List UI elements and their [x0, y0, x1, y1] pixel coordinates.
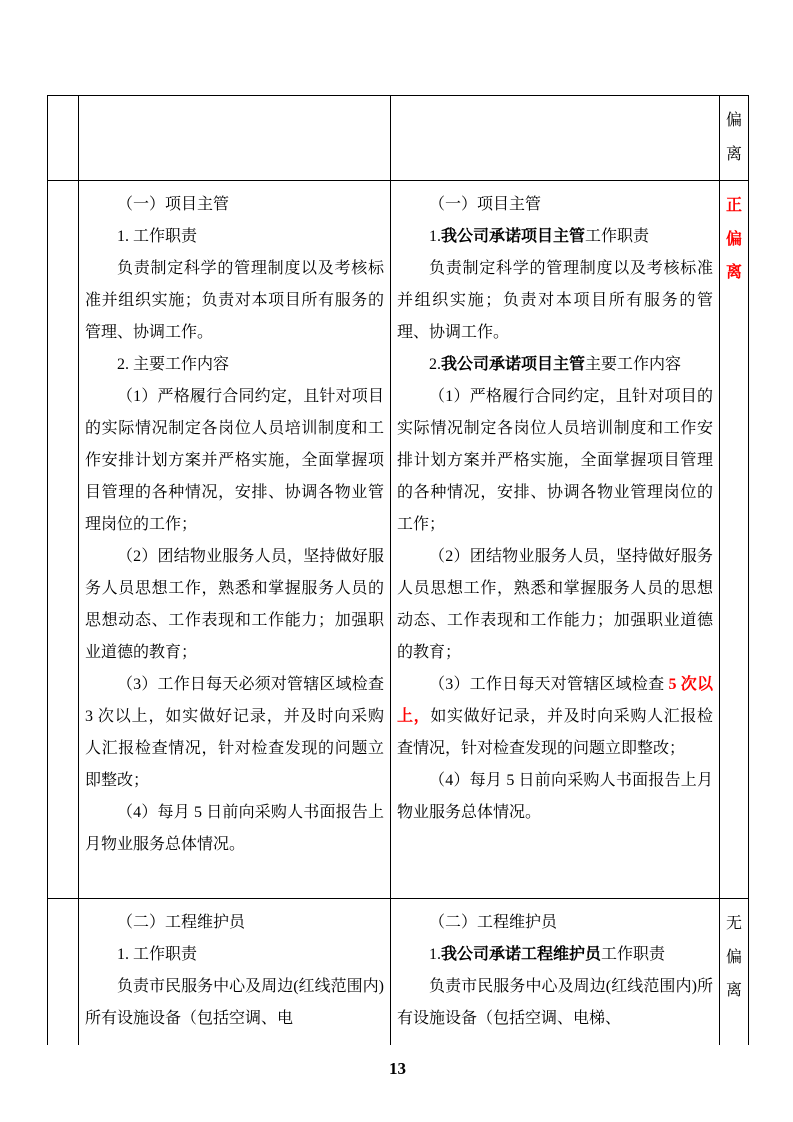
row2-requirement-cell — [79, 899, 391, 1045]
text-run: 偏离 — [726, 112, 743, 163]
paragraph — [85, 381, 384, 541]
text-run: 负责市民服务中心及周边(红线范围内)所有设施设备（包括空调、电梯、 — [397, 978, 713, 1027]
table-row-engineering-maintainer — [48, 899, 749, 1045]
paragraph — [85, 797, 384, 861]
paragraph — [397, 765, 713, 829]
paragraph — [397, 349, 713, 381]
paragraph — [397, 189, 713, 221]
paragraph — [85, 907, 384, 939]
paragraph — [397, 381, 713, 541]
text-run: 1. — [429, 946, 441, 963]
paragraph — [726, 104, 742, 171]
paragraph — [397, 221, 713, 253]
text-run: （4）每月 5 日前向采购人书面报告上月物业服务总体情况。 — [397, 772, 713, 821]
comparison-table — [47, 95, 749, 1045]
text-run: （1）严格履行合同约定，且针对项目的实际情况制定各岗位人员培训制度和工作安排计划方案并严格实施，全面掌握项目管理的各种情况，安排、协调各物业管理岗位的工作； — [397, 388, 713, 533]
text-run: 2. — [429, 356, 441, 373]
row2-deviation-cell — [720, 899, 749, 1045]
text-run: 主要工作内容 — [585, 356, 682, 373]
text-run: （2）团结物业服务人员，坚持做好服务人员思想工作，熟悉和掌握服务人员的思想动态、工作表现和工作能力；加强职业道德的教育； — [85, 548, 384, 661]
text-run: 1. — [429, 228, 441, 245]
paragraph — [397, 253, 713, 349]
text-run: 如实做好记录，并及时向采购人汇报检查情况，针对检查发现的问题立即整改； — [397, 708, 713, 757]
row1-requirement-cell — [79, 181, 391, 899]
text-run: 正偏离 — [726, 197, 743, 282]
text-run: 我公司承诺工程维护员 — [441, 946, 602, 963]
table-header-row — [48, 96, 749, 181]
row1-cell-empty-narrow — [48, 181, 79, 899]
text-run: 5 次以上， — [397, 676, 713, 725]
text-run: （二）工程维护员 — [429, 914, 558, 931]
text-run: 负责市民服务中心及周边(红线范围内)所有设施设备（包括空调、电 — [85, 978, 384, 1027]
paragraph — [85, 221, 384, 253]
paragraph — [726, 907, 742, 1008]
text-run: 负责制定科学的管理制度以及考核标准并组织实施；负责对本项目所有服务的管理、协调工作。 — [85, 260, 384, 341]
paragraph — [85, 349, 384, 381]
paragraph — [397, 939, 713, 971]
text-run: 工作职责 — [601, 946, 666, 963]
text-run: 负责制定科学的管理制度以及考核标准并组织实施；负责对本项目所有服务的管理、协调工作。 — [397, 260, 713, 341]
text-run: （3）工作日每天必须对管辖区域检查 3 次以上，如实做好记录，并及时向采购人汇报检查情况，针对检查发现的问题立即整改； — [85, 676, 384, 789]
paragraph — [726, 189, 742, 290]
text-run: （4）每月 5 日前向采购人书面报告上月物业服务总体情况。 — [85, 804, 384, 853]
paragraph — [397, 669, 713, 765]
header-cell-requirement — [79, 96, 391, 181]
text-run: （一）项目主管 — [117, 196, 230, 213]
row1-deviation-cell — [720, 181, 749, 899]
text-run: （3）工作日每天对管辖区域检查 — [429, 676, 669, 693]
row2-response-cell — [391, 899, 720, 1045]
text-run: （二）工程维护员 — [117, 914, 246, 931]
text-run: 我公司承诺项目主管 — [441, 356, 586, 373]
paragraph — [85, 669, 384, 797]
deviation-header-cell — [720, 96, 749, 181]
text-run: （1）严格履行合同约定，且针对项目的实际情况制定各岗位人员培训制度和工作安排计划方案并严格实施，全面掌握项目管理的各种情况，安排、协调各物业管理岗位的工作； — [85, 388, 384, 533]
paragraph — [85, 939, 384, 971]
header-cell-response — [391, 96, 720, 181]
header-cell-empty-narrow — [48, 96, 79, 181]
text-run: 工作职责 — [585, 228, 650, 245]
text-run: 我公司承诺项目主管 — [441, 228, 586, 245]
paragraph — [85, 253, 384, 349]
text-run: 2. 主要工作内容 — [117, 356, 230, 373]
paragraph — [85, 541, 384, 669]
text-run: 1. 工作职责 — [117, 228, 198, 245]
text-run: （2）团结物业服务人员，坚持做好服务人员思想工作，熟悉和掌握服务人员的思想动态、工作表现和工作能力；加强职业道德的教育； — [397, 548, 713, 661]
paragraph — [397, 971, 713, 1035]
text-run: （一）项目主管 — [429, 196, 542, 213]
row1-response-cell — [391, 181, 720, 899]
paragraph — [397, 541, 713, 669]
text-run: 无偏离 — [726, 915, 743, 1000]
text-run: 1. 工作职责 — [117, 946, 198, 963]
page-number: 13 — [389, 1058, 406, 1078]
row2-cell-empty-narrow — [48, 899, 79, 1045]
paragraph — [85, 971, 384, 1035]
table-row-project-manager — [48, 181, 749, 899]
paragraph — [397, 907, 713, 939]
paragraph — [85, 189, 384, 221]
